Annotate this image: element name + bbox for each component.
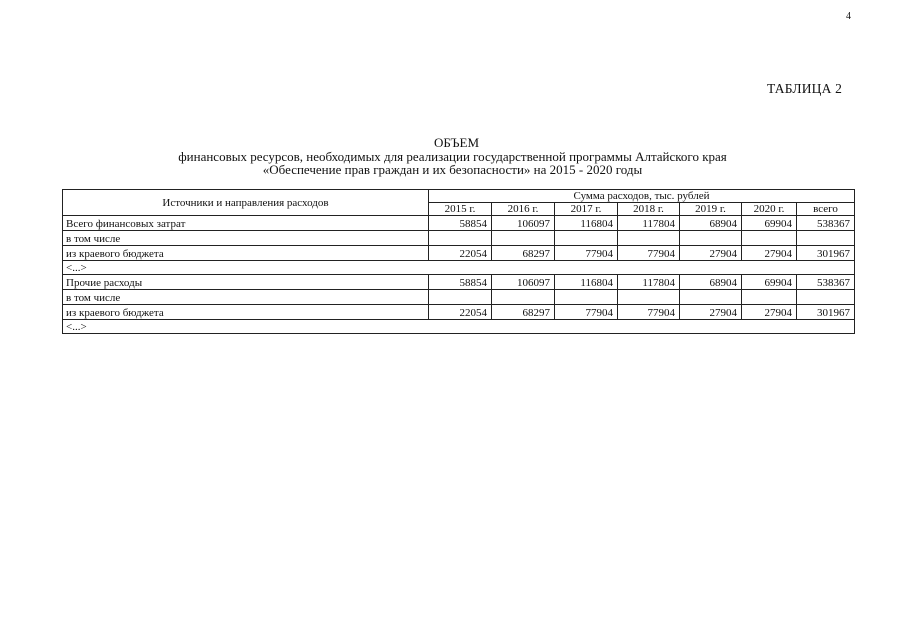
value-cell: 77904 xyxy=(555,305,618,320)
value-cell: 68297 xyxy=(492,246,555,261)
table-row xyxy=(63,275,855,290)
value-cell: 27904 xyxy=(742,246,797,261)
year-header: 2015 г. xyxy=(429,203,492,216)
value-cell: 68904 xyxy=(680,275,742,290)
table-label: ТАБЛИЦА 2 xyxy=(767,81,843,96)
table-row xyxy=(63,305,855,320)
value-cell: 106097 xyxy=(492,216,555,231)
value-cell: 22054 xyxy=(429,246,492,261)
year-header: 2016 г. xyxy=(492,203,555,216)
row-label: в том числе xyxy=(63,231,429,246)
row-label: из краевого бюджета xyxy=(63,246,429,261)
table-row xyxy=(63,246,855,261)
amount-header: Сумма расходов, тыс. рублей xyxy=(429,190,855,203)
value-cell: 68904 xyxy=(680,216,742,231)
value-cell: 106097 xyxy=(492,275,555,290)
value-cell xyxy=(492,290,555,305)
value-cell xyxy=(680,231,742,246)
row-label: из краевого бюджета xyxy=(63,305,429,320)
header-row xyxy=(63,190,855,203)
value-cell: 69904 xyxy=(742,216,797,231)
document-title xyxy=(0,136,905,177)
ellipsis-cell: <...> xyxy=(63,261,855,275)
value-cell xyxy=(555,290,618,305)
value-cell xyxy=(492,231,555,246)
value-cell xyxy=(618,231,680,246)
value-cell: 58854 xyxy=(429,275,492,290)
total-header: всего xyxy=(797,203,855,216)
value-cell: 117804 xyxy=(618,216,680,231)
value-cell: 301967 xyxy=(797,246,855,261)
value-cell xyxy=(680,290,742,305)
value-cell: 301967 xyxy=(797,305,855,320)
value-cell: 77904 xyxy=(555,246,618,261)
value-cell: 27904 xyxy=(742,305,797,320)
year-header: 2017 г. xyxy=(555,203,618,216)
row-label: в том числе xyxy=(63,290,429,305)
page-number: 4 xyxy=(846,11,851,22)
table-row xyxy=(63,261,855,275)
value-cell: 77904 xyxy=(618,246,680,261)
value-cell xyxy=(742,290,797,305)
value-cell xyxy=(429,231,492,246)
value-cell: 538367 xyxy=(797,216,855,231)
value-cell xyxy=(429,290,492,305)
row-label: Прочие расходы xyxy=(63,275,429,290)
table-row xyxy=(63,320,855,334)
title-main: ОБЪЕМ xyxy=(433,135,480,150)
value-cell xyxy=(797,231,855,246)
year-header: 2019 г. xyxy=(680,203,742,216)
value-cell: 22054 xyxy=(429,305,492,320)
value-cell: 27904 xyxy=(680,305,742,320)
finance-table xyxy=(62,189,855,334)
table-row xyxy=(63,216,855,231)
year-header: 2018 г. xyxy=(618,203,680,216)
source-header: Источники и направления расходов xyxy=(63,190,429,216)
value-cell: 116804 xyxy=(555,275,618,290)
table-row xyxy=(63,231,855,246)
value-cell xyxy=(618,290,680,305)
table-row xyxy=(63,290,855,305)
value-cell: 538367 xyxy=(797,275,855,290)
value-cell: 68297 xyxy=(492,305,555,320)
value-cell: 69904 xyxy=(742,275,797,290)
value-cell xyxy=(555,231,618,246)
value-cell xyxy=(742,231,797,246)
title-line-2: финансовых ресурсов, необходимых для реализации государственной программы Алтайского края xyxy=(178,148,727,164)
row-label: Всего финансовых затрат xyxy=(63,216,429,231)
value-cell: 77904 xyxy=(618,305,680,320)
title-line-3: «Обеспечение прав граждан и их безопасности» на 2015 - 2020 годы xyxy=(262,162,643,177)
value-cell xyxy=(797,290,855,305)
value-cell: 116804 xyxy=(555,216,618,231)
value-cell: 117804 xyxy=(618,275,680,290)
year-header: 2020 г. xyxy=(742,203,797,216)
value-cell: 27904 xyxy=(680,246,742,261)
value-cell: 58854 xyxy=(429,216,492,231)
ellipsis-cell: <...> xyxy=(63,320,855,334)
